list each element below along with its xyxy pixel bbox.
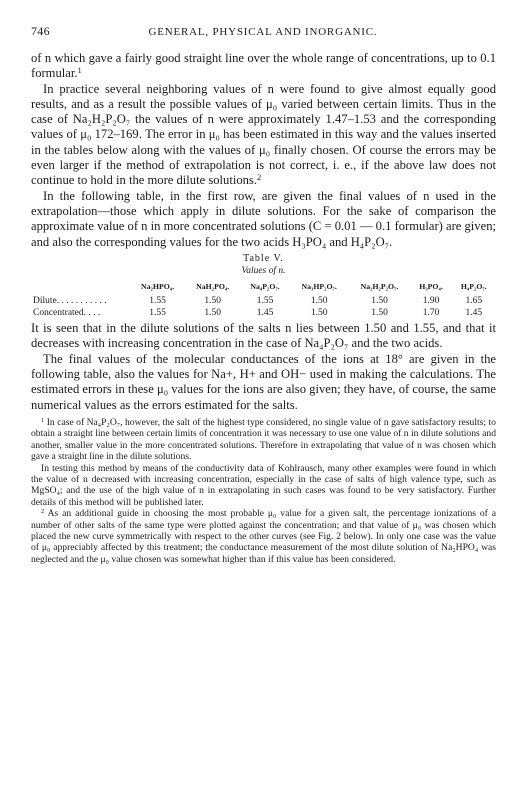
values-table <box>31 279 496 319</box>
table-corner <box>31 279 130 296</box>
column-header: Na₂HPO₄. <box>141 281 175 291</box>
table-cell: 1.50 <box>371 296 388 307</box>
row-label: Dilute. . . . . . . . . . . <box>33 296 107 307</box>
table-cell: 1.45 <box>256 307 274 318</box>
table-cell: 1.50 <box>310 296 328 307</box>
paragraph-text: of n which gave a fairly good straight line over the whole range of concentrations, up to 0.1 formular. <box>31 51 496 81</box>
table-v <box>31 253 496 319</box>
table-header-row <box>31 279 496 296</box>
table-cell: 1.65 <box>465 296 483 307</box>
table-row <box>31 296 496 308</box>
footnote <box>31 417 496 463</box>
table-cell: 1.70 <box>422 307 440 318</box>
column-header: Na₄P₂O₇. <box>250 281 280 291</box>
column-header: H₄P₂O₇. <box>460 281 487 291</box>
column-header: Na₂H₂P₂O₇. <box>360 281 399 291</box>
footnote-ref: 1 <box>77 65 82 76</box>
column-header: H₃PO₄. <box>419 281 443 291</box>
page-number: 746 <box>31 24 50 38</box>
paragraph <box>31 51 496 82</box>
footnote <box>31 508 496 565</box>
paragraph: In the following table, in the first row, are given the final values of n used in the extrapolation—those which apply in dilute solutions. For the sake of comparison the approximate value of n in more concentrated solutions (C = 0.01 — 0.1 formular) are given; and also the corresponding values for the two acids H₃PO₄ and H₄P₂O₇. <box>31 188 496 249</box>
table-cell: 1.50 <box>371 307 388 318</box>
footnote-marker: 2 <box>41 508 45 516</box>
table-cell: 1.55 <box>149 307 166 318</box>
paragraph: It is seen that in the dilute solutions of the salts n lies between 1.50 and 1.55, and that it decreases with increasing concentration in the case of Na₄P₂O₇ and the two acids. <box>31 321 496 351</box>
table-cell: 1.90 <box>422 296 440 307</box>
table-caption: Table V. <box>243 252 284 264</box>
paragraph <box>31 82 496 189</box>
main-text <box>31 51 496 413</box>
running-title: GENERAL, PHYSICAL AND INORGANIC. <box>148 26 378 38</box>
table-row <box>31 308 496 320</box>
table-cell: 1.50 <box>204 307 221 318</box>
paragraph: The final values of the molecular conductances of the ions at 18° are given in the following table, also the values for Na+, H+ and OH− used in making the calculations. The estimated errors in these μ₀ values for the ions are also given; they have, of course, the same numerical values as the errors estimated for the salts. <box>31 351 496 412</box>
column-header: NaH₂PO₄. <box>196 281 230 291</box>
running-header <box>31 24 496 42</box>
table-cell: 1.45 <box>465 307 483 318</box>
table-cell: 1.55 <box>256 296 274 307</box>
book-page <box>31 24 496 565</box>
table-subcaption: Values of n. <box>241 265 286 276</box>
footnote-text: In case of Na₄P₂O₇, however, the salt of the highest type considered, no single value of n gave satisfactory results; to obtain a straight line between certain limits of concentration it was necessary to use one value of n in dilute solutions and another, smaller value in the more concentrated solutions. Therefore in extrapolating that value of n was chosen which gave a straight line in the dilute solutions. <box>31 416 496 463</box>
table-cell: 1.50 <box>204 296 221 307</box>
footnote-text: As an additional guide in choosing the most probable μ₀ value for a given salt, the percentage ionizations of a number of other salts of the same type were plotted against the concentration; and that value of μ₀ was chosen which placed the new curve symmetrically with respect to the other curves (see Fig. 2 below). In only one case was the value of μ₀ appreciably affected by this treatment; the conductance measurement of the most dilute solution of Na₂HPO₄ was neglected and the μ₀ value chosen was somewhat higher than if this value has been considered. <box>31 508 496 565</box>
footnotes <box>31 417 496 565</box>
column-header: Na₃HP₂O₇. <box>301 281 337 291</box>
footnote-ref: 2 <box>256 172 262 183</box>
table-cell: 1.55 <box>149 296 166 307</box>
footnote-continuation: In testing this method by means of the conductivity data of Kohlrausch, many other examples were found in which the value of n decreased with increasing concentration, especially in the case of salts of high valence type, such as MgSO₄; and the use of the high value of n in extrapolating in such cases was found to be very satisfactory. Further details of this method will be published later. <box>31 462 496 508</box>
table-cell: 1.50 <box>310 307 328 318</box>
paragraph-text: In practice several neighboring values of n were found to give almost equally good results, and as a result the possible values of μ₀ varied between certain limits. Thus in the case of Na₂H₂P₂O₇ the values of n were approximately 1.47–1.53 and the corresponding values of μ₀ 172–169. The error in μ₀ has been estimated in this way and the values inserted in the tables below along with the values of μ₀ finally chosen. Of course the errors may be even larger if the method of extrapolation is not correct, i. e., if the above law does not continue to hold in the more dilute solutions. <box>31 81 496 188</box>
footnote-marker: 1 <box>41 417 45 424</box>
row-label: Concentrated. . . . <box>33 307 101 318</box>
